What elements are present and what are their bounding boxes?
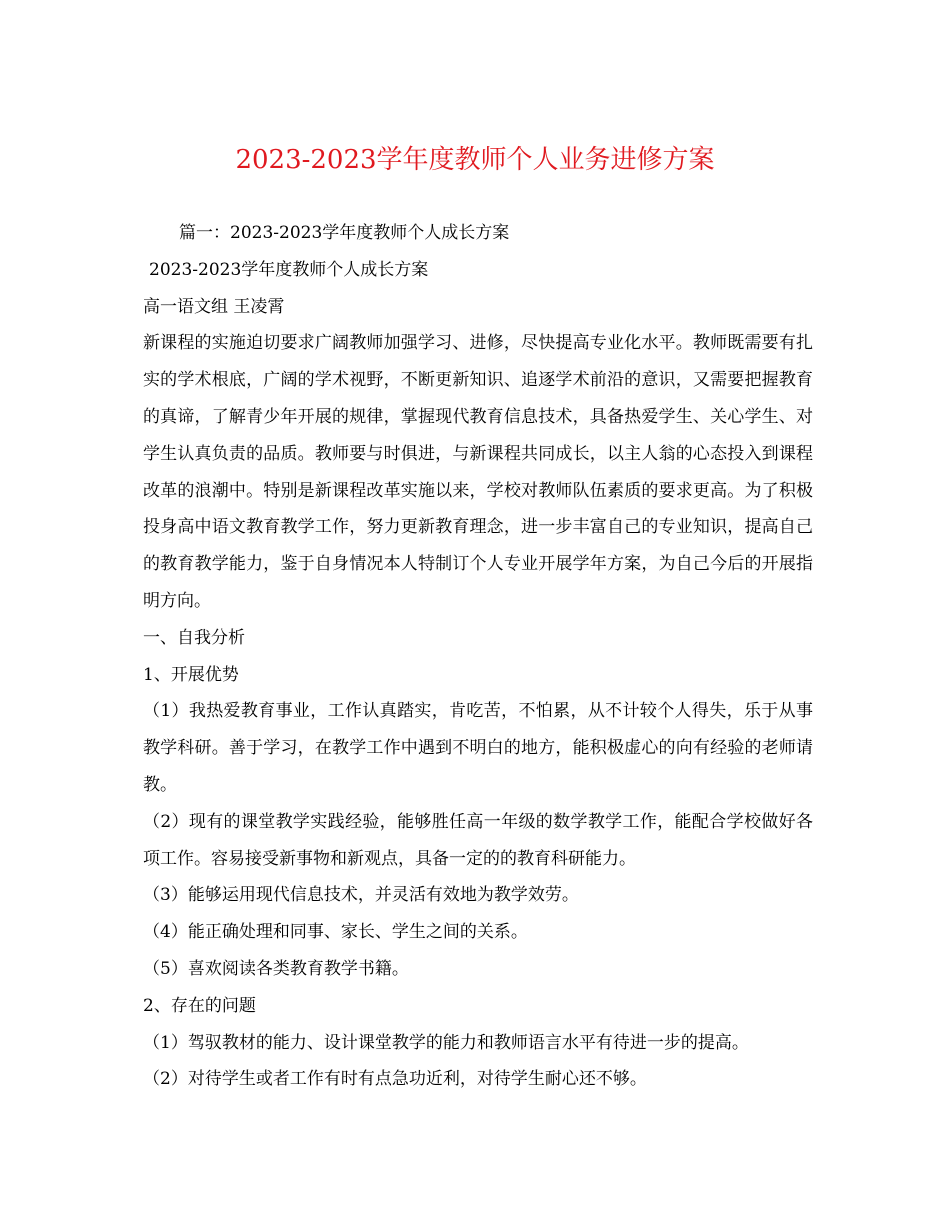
strength-item-4: （4）能正确处理和同事、家长、学生之间的关系。: [143, 922, 528, 943]
problem-item-1: （1）驾驭教材的能力、设计课堂教学的能力和教师语言水平有待进一步的提高。: [143, 1032, 749, 1053]
document-body: [143, 215, 813, 1098]
section-heading-self-analysis: 一、自我分析: [143, 627, 245, 648]
strength-item-3: （3）能够运用现代信息技术，并灵活有效地为教学效劳。: [143, 885, 579, 906]
author-line: 高一语文组 王凌霄: [143, 296, 285, 317]
subtitle-heading: 篇一：2023-2023学年度教师个人成长方案: [179, 223, 510, 243]
document-title: 2023-2023学年度教师个人业务进修方案: [235, 145, 715, 175]
problem-item-2: （2）对待学生或者工作有时有点急功近利，对待学生耐心还不够。: [143, 1069, 647, 1090]
intro-paragraph: 新课程的实施迫切要求广阔教师加强学习、进修，尽快提高专业化水平。教师既需要有扎实的学术根底，广阔的学术视野，不断更新知识、追逐学术前沿的意识，又需要把握教育的真谛，了解青少年开展的规律，掌握现代教育信息技术，具备热爱学生、关心学生、对学生认真负责的品质。教师要与时俱进，与新课程共同成长，以主人翁的心态投入到课程改革的浪潮中。特别是新课程改革实施以来，学校对教师队伍素质的要求更高。为了积极投身高中语文教育教学工作，努力更新教育理念，进一步丰富自己的专业知识，提高自己的教育教学能力，鉴于自身情况本人特制订个人专业开展学年方案，为自己今后的开展指明方向。: [143, 333, 813, 611]
strength-item-2: （2）现有的课堂教学实践经验，能够胜任高一年级的数学教学工作，能配合学校做好各项工作。容易接受新事物和新观点，具备一定的的教育科研能力。: [143, 811, 813, 869]
subsection-heading-problems: 2、存在的问题: [143, 995, 256, 1016]
plan-heading: 2023-2023学年度教师个人成长方案: [149, 259, 429, 280]
strength-item-1: （1）我热爱教育事业，工作认真踏实，肯吃苦，不怕累，从不计较个人得失，乐于从事教学科研。善于学习，在教学工作中遇到不明白的地方，能积极虚心的向有经验的老师请教。: [143, 701, 813, 795]
strength-item-5: （5）喜欢阅读各类教育教学书籍。: [143, 958, 409, 979]
subsection-heading-strengths: 1、开展优势: [143, 664, 239, 685]
